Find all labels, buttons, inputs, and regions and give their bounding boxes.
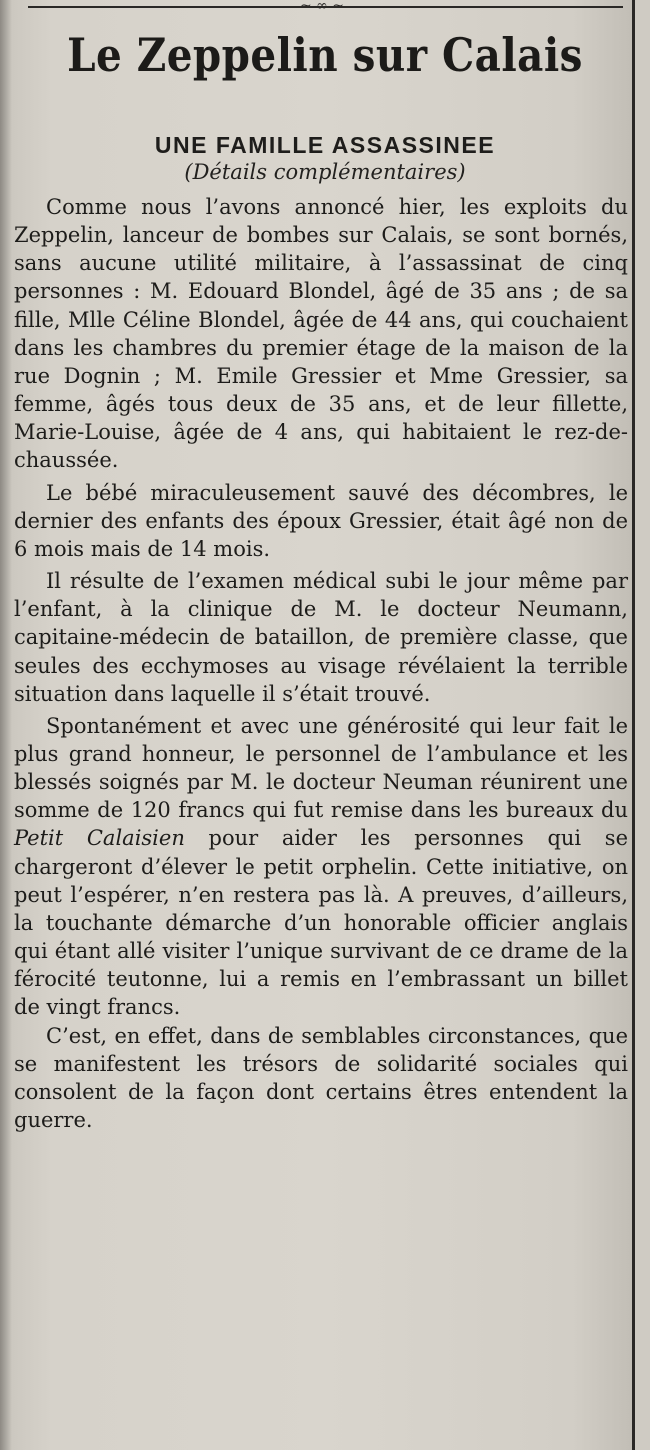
article-paragraph bbox=[14, 567, 628, 708]
article-paragraph bbox=[14, 1022, 628, 1135]
article-dek: (Détails complémentaires) bbox=[184, 160, 466, 184]
ornament-flourish: ~ ∞ ~ bbox=[299, 0, 345, 14]
paragraph-text: Il résulte de l’examen médical subi le jour même par l’enfant, à la clinique de M. le docteur Neumann, capitaine-médecin de bataillon, de première classe, que seules des ecchymoses au visage révélaient la terrible situation dans laquelle il s’était trouvé. bbox=[14, 569, 628, 706]
page-edge-shadow bbox=[0, 0, 12, 1450]
article-paragraph bbox=[14, 193, 628, 475]
paragraph-text: Le bébé miraculeusement sauvé des décombres, le dernier des enfants des époux Gressier, était âgé non de 6 mois mais de 14 mois. bbox=[14, 480, 628, 561]
paragraph-text: Spontanément et avec une générosité qui leur fait le plus grand honneur, le personnel de l’ambulance et les blessés soignés par M. le docteur Neuman réunirent une somme de 120 francs qui fut remise dans les bureaux du bbox=[14, 713, 628, 823]
article-body bbox=[14, 193, 628, 1134]
adjacent-column-margin bbox=[635, 0, 650, 1450]
paragraph-text: pour aider les personnes qui se chargeront d’élever le petit orphelin. Cette initiative, on peut l’espérer, n’en restera pas là. A preuves, d’ailleurs, la touchante démarche d’un honorable officier anglais qui étant allé visiter l’unique survivant de ce drame de la férocité teutonne, lui a remis en l’embrassant un billet de vingt francs. bbox=[14, 826, 628, 1020]
article-paragraph bbox=[14, 712, 628, 1022]
article-paragraph bbox=[14, 479, 628, 563]
paragraph-text: C’est, en effet, dans de semblables circonstances, que se manifestent les trésors de solidarité sociales qui consolent de la façon dont certains êtres entendent la guerre. bbox=[14, 1023, 628, 1132]
article-headline: Le Zeppelin sur Calais bbox=[67, 28, 583, 82]
paragraph-text: Comme nous l’avons annoncé hier, les exploits du Zeppelin, lanceur de bombes sur Calais, se sont bornés, sans aucune utilité militaire, à l’assassinat de cinq personnes : M. Edouard Blondel, âgé de 35 ans ; de sa fille, Mlle Céline Blondel, âgée de 44 ans, qui couchaient dans les chambres du premier étage de la maison de la rue Dognin ; M. Emile Gressier et Mme Gressier, sa femme, âgés tous deux de 35 ans, et de leur fillette, Marie-Louise, âgée de 4 ans, qui habitaient le rez-de-chaussée. bbox=[14, 195, 628, 473]
article-subheadline: UNE FAMILLE ASSASSINEE bbox=[154, 132, 496, 158]
newspaper-name: Petit Calaisien bbox=[14, 826, 185, 851]
